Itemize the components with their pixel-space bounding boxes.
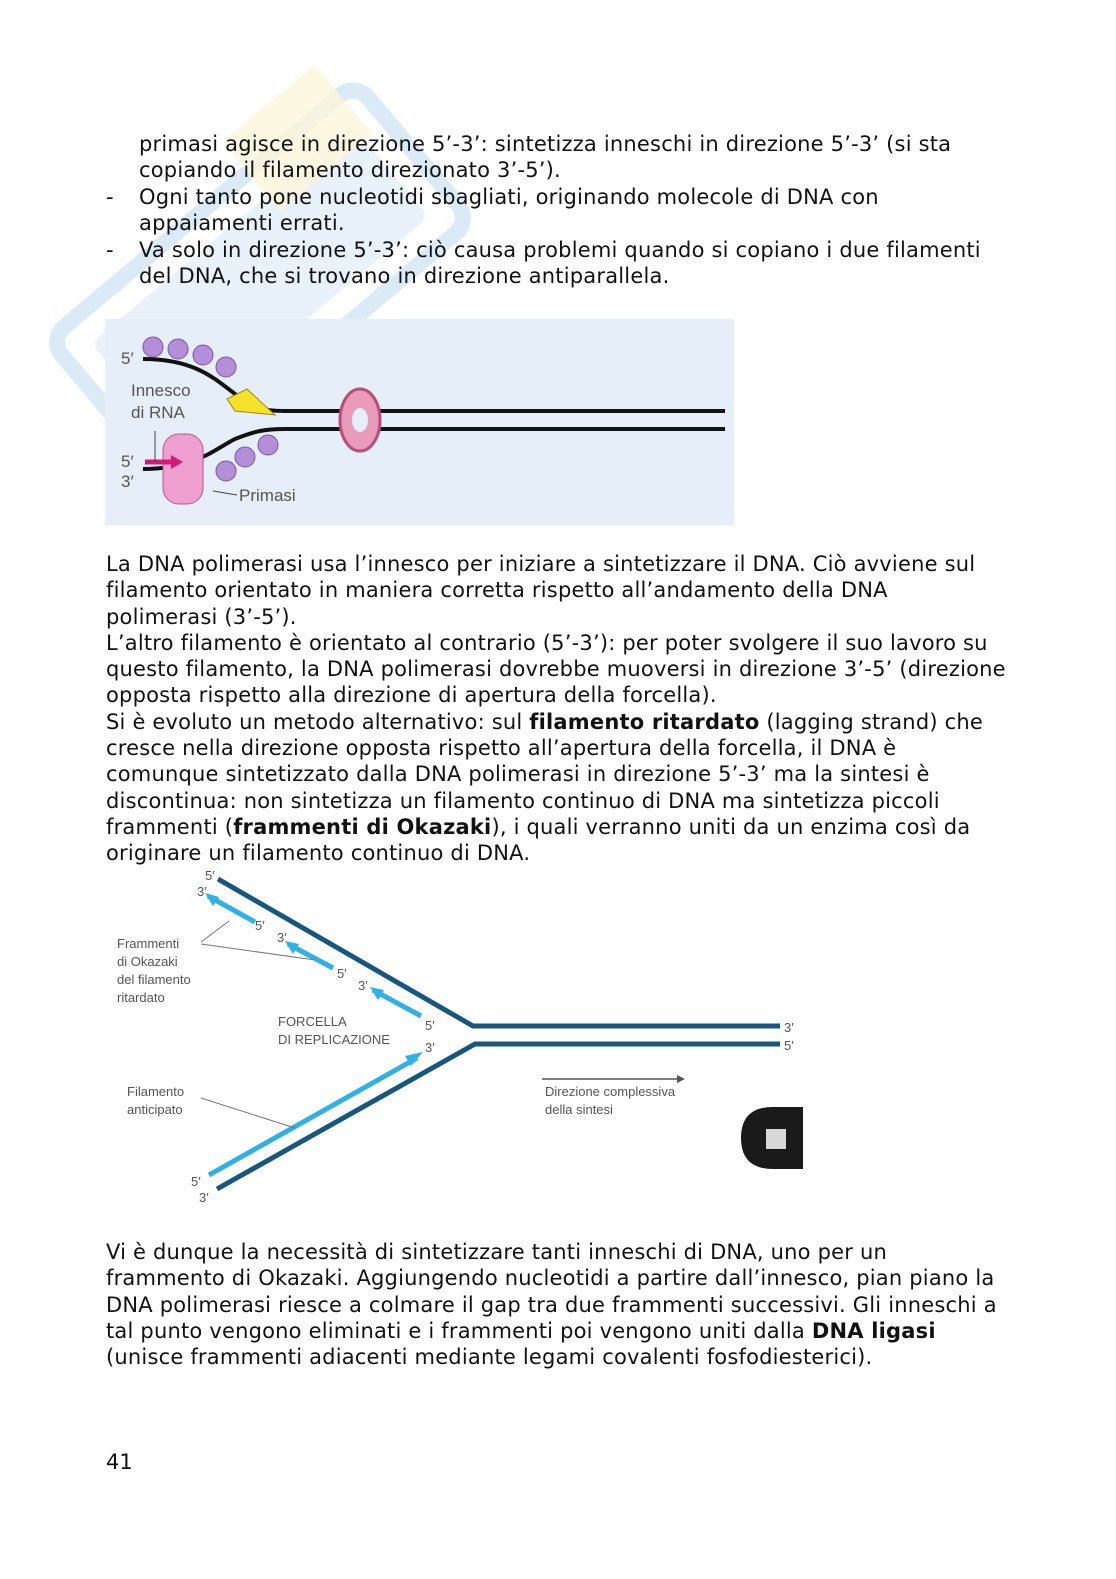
nucleotide (235, 447, 255, 467)
list-item-text: Ogni tanto pone nucleotidi sbagliati, originando molecole di DNA con appaiamenti errati. (139, 185, 879, 236)
bold-term: DNA ligasi (811, 1318, 936, 1343)
label-3-prime: 3′ (425, 1040, 435, 1055)
clamp-hole (352, 408, 368, 432)
list-item-text: Va solo in direzione 5’-3’: ciò causa problemi quando si copiano i due filamenti del DNA, che si trovano in direzione antiparallela. (139, 237, 981, 288)
label-okazaki-line3: del filamento (117, 972, 191, 987)
continuation-text: primasi agisce in direzione 5’-3’: sintetizza inneschi in direzione 5’-3’ (si sta copiando il filamento direzionato 3’-5’). (139, 132, 952, 183)
label-di-rna: di RNA (131, 403, 185, 422)
label-5-prime: 5′ (425, 1018, 435, 1033)
label-innesco: Innesco (131, 381, 191, 400)
label-filamento-line1: Filamento (127, 1084, 185, 1099)
label-5-prime: 5′ (205, 868, 215, 883)
nucleotide (193, 345, 213, 365)
nucleotide (168, 339, 188, 359)
label-5-prime: 5′ (784, 1038, 794, 1053)
bullet-dash: - (106, 185, 114, 209)
list-item (106, 184, 1006, 237)
paragraph-line (106, 709, 1006, 867)
label-forcella-line1: FORCELLA (278, 1014, 347, 1029)
paragraph-line: La DNA polimerasi usa l’innesco per iniziare a sintetizzare il DNA. Ciò avviene sul filamento orientato in maniera corretta rispetto all’andamento della DNA polimerasi (3’-5’). (106, 552, 976, 629)
label-3-prime: 3′ (199, 1190, 209, 1205)
text-run: Vi è dunque la necessità di sintetizzare tanti inneschi di DNA, uno per un frammento di Okazaki. Aggiungendo nucleotidi a partire dall’innesco, pian piano la DNA polimerasi riesce a colmare il gap tra due frammenti successivi. Gli inneschi a tal punto vengono eliminati e i frammenti poi vengono uniti dalla (106, 1240, 997, 1343)
primase-diagram (105, 319, 734, 525)
label-3-prime: 3′ (197, 884, 207, 899)
nucleotide (258, 435, 278, 455)
body-paragraph (106, 551, 1006, 867)
text-run: (unisce frammenti adiacenti mediante legami covalenti fosfodiesterici). (106, 1345, 873, 1370)
label-3-prime: 3′ (277, 930, 287, 945)
text-run: (lagging strand) che cresce nella direzione opposta rispetto all’apertura della forcella, il DNA è comunque sintetizzato dalla DNA polimerasi in direzione 5’-3’ ma la sintesi è discontinua: non sintetizza un filamento continuo di DNA ma sintetizza piccoli frammenti ( (106, 709, 983, 839)
bullet-dash: - (106, 237, 114, 262)
label-5-prime: 5′ (191, 1174, 201, 1189)
label-3-prime: 3′ (358, 978, 368, 993)
label-okazaki-line2: di Okazaki (117, 954, 178, 969)
text-run: ), i quali verranno uniti da un enzima così da originare un filamento continuo di DNA. (106, 814, 971, 866)
label-forcella-line2: DI REPLICAZIONE (278, 1032, 390, 1047)
replication-fork-diagram (105, 866, 803, 1216)
label-5-prime: 5′ (121, 349, 134, 368)
label-5-prime: 5′ (337, 966, 347, 981)
label-3-prime: 3′ (121, 472, 134, 491)
nucleotide (143, 337, 163, 357)
label-direzione-line1: Direzione complessiva (545, 1084, 676, 1099)
primase-enzyme (163, 434, 203, 504)
label-okazaki-line1: Frammenti (117, 936, 180, 951)
label-primasi: Primasi (239, 486, 296, 505)
figure-background (105, 866, 803, 1216)
label-filamento-line2: anticipato (127, 1102, 183, 1117)
nucleotide (216, 461, 236, 481)
bold-term: frammenti di Okazaki (233, 814, 492, 839)
label-direzione-line2: della sintesi (545, 1102, 613, 1117)
label-3-prime: 3′ (784, 1020, 794, 1035)
nucleotide (216, 357, 236, 377)
list-item (106, 237, 1006, 290)
label-okazaki-line4: ritardato (117, 990, 165, 1005)
body-paragraph (106, 1239, 1006, 1370)
text-run: Si è evoluto un metodo alternativo: sul (106, 709, 530, 734)
bullet-list (106, 184, 1006, 289)
stop-icon (766, 1129, 786, 1149)
label-5-prime: 5′ (255, 918, 265, 933)
label-5-prime: 5′ (121, 452, 134, 471)
paragraph-line: L’altro filamento è orientato al contrario (5’-3’): per poter svolgere il suo lavoro su questo filamento, la DNA polimerasi dovrebbe muoversi in direzione 3’-5’ (direzione opposta rispetto alla direzione di apertura della forcella). (106, 630, 1006, 708)
page-number: 41 (106, 1450, 133, 1474)
bold-term: filamento ritardato (529, 709, 760, 734)
